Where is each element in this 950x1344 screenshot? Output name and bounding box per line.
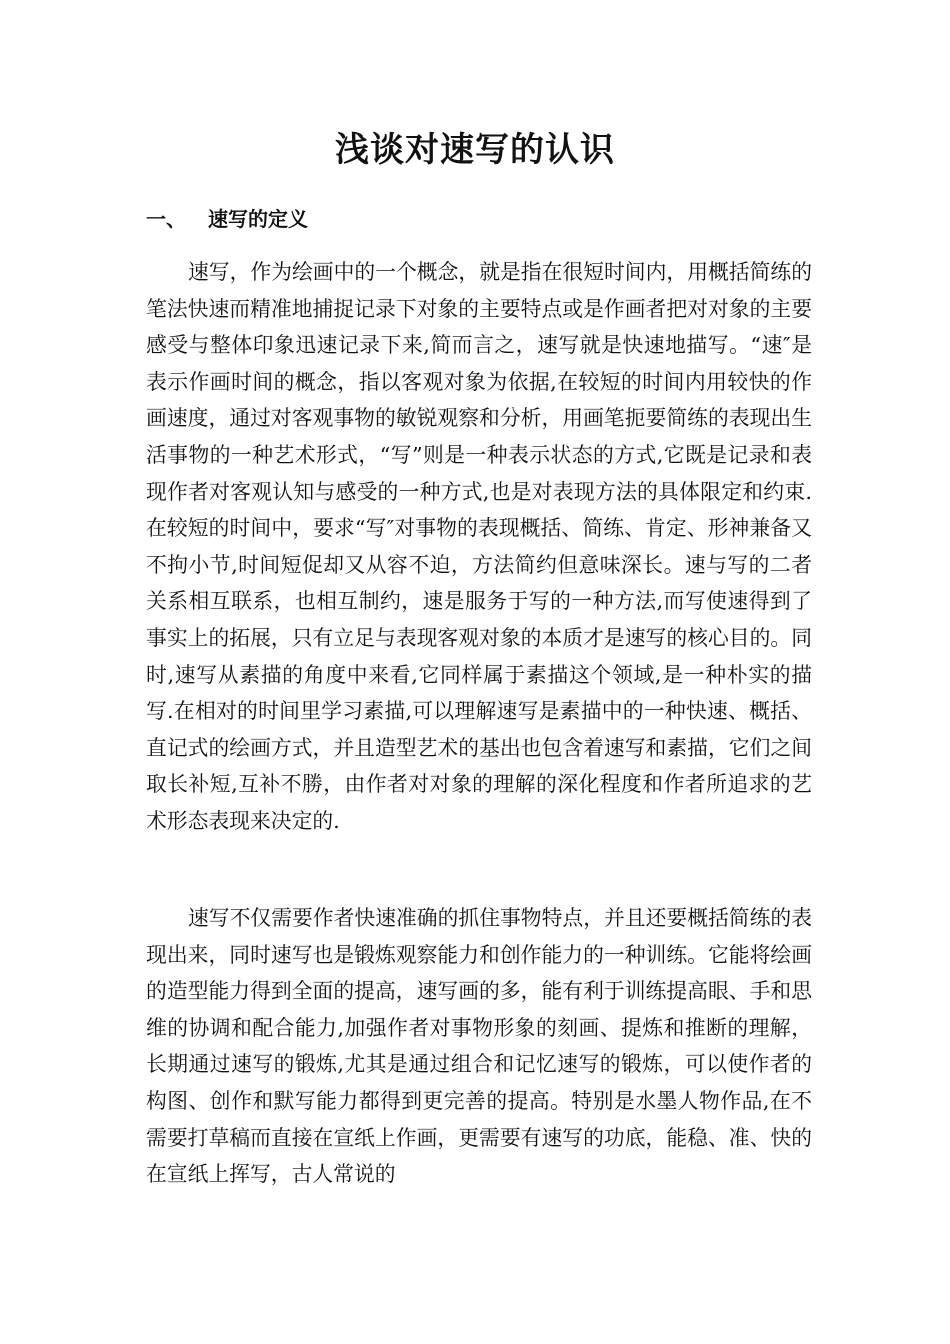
- section-title: 速写的定义: [208, 207, 308, 231]
- section-number: 一、: [146, 207, 186, 231]
- document-title: 浅谈对速写的认识: [335, 130, 615, 170]
- section-heading: [146, 204, 308, 234]
- body-paragraph: 速写，作为绘画中的一个概念，就是指在很短时间内，用概括简练的笔法快速而精准地捕捉记录下对象的主要特点或是作画者把对对象的主要感受与整体印象迅速记录下来,简而言之，速写就是快速地描写。“速″是表示作画时间的概念，指以客观对象为依据,在较短的时间内用较快的作画速度，通过对客观事物的敏锐观察和分析，用画笔扼要简练的表现出生活事物的一种艺术形式，“写”则是一种表示状态的方式,它既是记录和表现作者对客观认知与感受的一种方式,也是对表现方法的具体限定和约束.在较短的时间中，要求“写″对事物的表现概括、简练、肯定、形神兼备又不拘小节,时间短促却又从容不迫，方法简约但意味深长。速与写的二者关系相互联系，也相互制约，速是服务于写的一种方法,而写使速得到了事实上的拓展，只有立足与表现客观对象的本质才是速写的核心目的。同时,速写从素描的角度中来看,它同样属于素描这个领域,是一种朴实的描写.在相对的时间里学习素描,可以理解速写是素描中的一种快速、概括、直记式的绘画方式，并且造型艺术的基出也包含着速写和素描，它们之间取长补短,互补不勝，由作者对对象的理解的深化程度和作者所追求的艺术形态表现来决定的.: [146, 260, 812, 833]
- body-paragraph: 速写不仅需要作者快速准确的抓住事物特点，并且还要概括简练的表现出来，同时速写也是锻炼观察能力和创作能力的一种训练。它能将绘画的造型能力得到全面的提高，速写画的多，能有利于训练提高眼、手和思维的协调和配合能力,加强作者对事物形象的刻画、提炼和推断的理解，长期通过速写的锻炼,尤其是通过组合和记忆速写的锻炼，可以使作者的构图、创作和默写能力都得到更完善的提高。特别是水墨人物作品,在不需要打草稿而直接在宣纸上作画，更需要有速写的功底，能稳、准、快的在宣纸上挥写，古人常说的: [146, 906, 812, 1187]
